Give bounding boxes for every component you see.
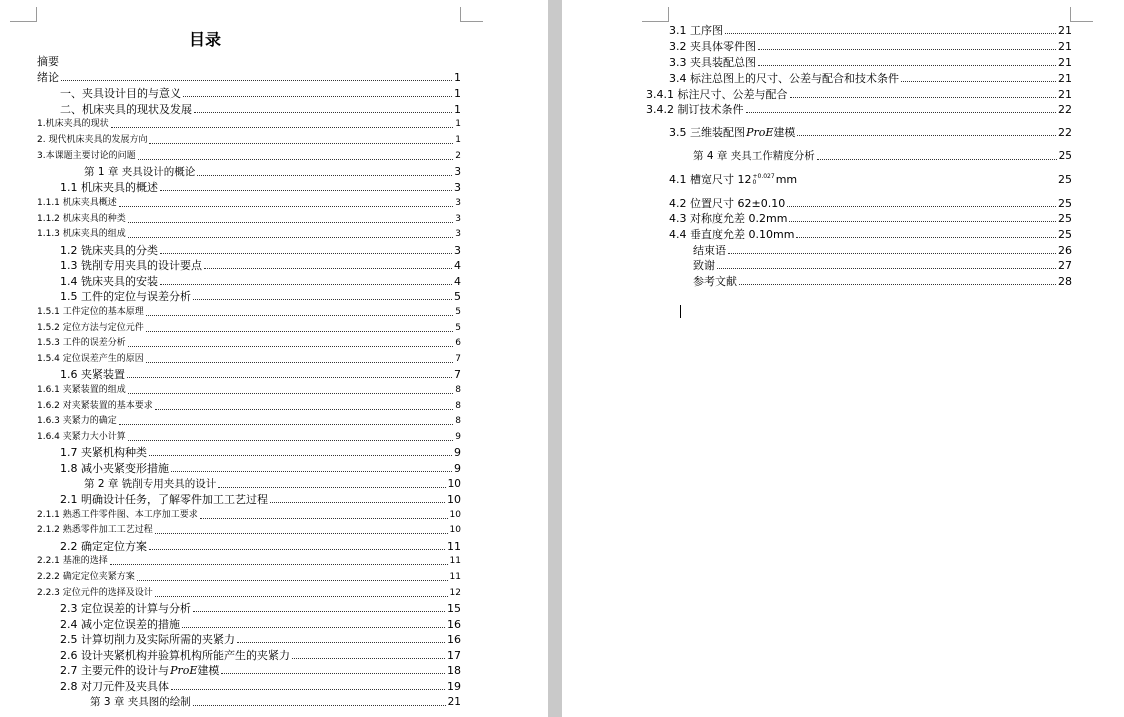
toc-entry[interactable]: 1.1.2 机床夹具的种类 3	[37, 214, 461, 224]
toc-entry[interactable]: 2.3 定位误差的计算与分析 15	[60, 602, 461, 615]
crop-mark-top-right	[1070, 7, 1093, 22]
toc-entry-chapter[interactable]: 第 3 章 夹具图的绘制 21	[90, 696, 461, 708]
page-gap	[548, 0, 562, 717]
toc-entry[interactable]: 3.1 工序图 21	[669, 24, 1072, 37]
toc-entry[interactable]: 2.7 主要元件的设计与 ProE 建模 18	[60, 664, 461, 677]
toc-entry[interactable]: 4.3 对称度允差 0.2mm 25	[669, 212, 1072, 225]
toc-entry[interactable]: 1.5.4 定位误差产生的原因 7	[37, 354, 461, 364]
toc-entry[interactable]: 1.机床夹具的现状 1	[37, 119, 461, 129]
toc-entry[interactable]: 2.1 明确设计任务，了解零件加工工艺过程 10	[60, 493, 461, 506]
toc-entry[interactable]: 1.5.1 工件定位的基本原理 5	[37, 307, 461, 317]
toc-entry[interactable]: 2.2.1 基准的选择 11	[37, 556, 461, 566]
crop-mark-top-left	[642, 7, 669, 22]
toc-entry[interactable]: 3.本课题主要讨论的问题 2	[37, 151, 461, 161]
toc-entry[interactable]: 1.4 铣床夹具的安装 4	[60, 275, 461, 288]
toc-entry-chapter[interactable]: 第 1 章 夹具设计的概论 3	[84, 166, 461, 178]
toc-entry[interactable]: 1.6.2 对夹紧装置的基本要求 8	[37, 401, 461, 411]
toc-entry[interactable]: 1.2 铣床夹具的分类 3	[60, 244, 461, 257]
toc-title: 目录	[188, 30, 221, 49]
toc-entry[interactable]: 2.2 确定定位方案 11	[60, 540, 461, 553]
toc-entry[interactable]: 2.4 减小定位误差的措施 16	[60, 618, 461, 631]
toc-entry[interactable]: 3.2 夹具体零件图 21	[669, 40, 1072, 53]
toc-entry[interactable]: 绪论 1	[37, 71, 461, 84]
toc-entry[interactable]: 2.6 设计夹紧机构并验算机构所能产生的夹紧力 17	[60, 649, 461, 662]
toc-entry[interactable]: 1.5.3 工件的误差分析 6	[37, 338, 461, 348]
toc-entry[interactable]: 1.1 机床夹具的概述 3	[60, 181, 461, 194]
toc-entry[interactable]: 2.8 对刀元件及夹具体 19	[60, 680, 461, 693]
text-cursor	[680, 305, 681, 318]
toc-entry[interactable]: 2.2.3 定位元件的选择及设计 12	[37, 588, 461, 598]
toc-entry[interactable]: 2.1.1 熟悉工件零件图、本工序加工要求 10	[37, 510, 461, 520]
toc-entry[interactable]: 4.1 槽宽尺寸 12 +0.027 0 mm 25	[669, 173, 1072, 186]
toc-entry[interactable]: 1.6.3 夹紧力的确定 8	[37, 416, 461, 426]
toc-entry[interactable]: 2.5 计算切削力及实际所需的夹紧力 16	[60, 633, 461, 646]
toc-entry[interactable]: 1.6 夹紧装置 7	[60, 368, 461, 381]
toc-entry[interactable]: 3.4 标注总图上的尺寸、公差与配合和技术条件 21	[669, 72, 1072, 85]
toc-entry[interactable]: 4.2 位置尺寸 62±0.10 25	[669, 197, 1072, 210]
toc-entry[interactable]: 2.2.2 确定定位夹紧方案 11	[37, 572, 461, 582]
document-page-left	[0, 0, 548, 717]
toc-entry-chapter[interactable]: 第 2 章 铣削专用夹具的设计 10	[84, 478, 461, 490]
toc-entry[interactable]: 一、夹具设计目的与意义 1	[60, 87, 461, 100]
toc-entry-chapter[interactable]: 第 4 章 夹具工作精度分析 25	[693, 150, 1072, 162]
toc-entry[interactable]: 4.4 垂直度允差 0.10mm 25	[669, 228, 1072, 241]
toc-entry[interactable]: 2. 现代机床夹具的发展方向 1	[37, 135, 461, 145]
toc-entry[interactable]: 结束语 26	[693, 244, 1072, 257]
toc-entry[interactable]: 1.3 铣削专用夹具的设计要点 4	[60, 259, 461, 272]
toc-entry[interactable]: 1.1.1 机床夹具概述 3	[37, 198, 461, 208]
toc-entry[interactable]: 3.5 三维装配图 ProE 建模 22	[669, 126, 1072, 139]
toc-entry[interactable]: 1.6.4 夹紧力大小计算 9	[37, 432, 461, 442]
toc-entry[interactable]: 1.5 工件的定位与误差分析 5	[60, 290, 461, 303]
toc-entry[interactable]: 1.5.2 定位方法与定位元件 5	[37, 323, 461, 333]
toc-entry[interactable]: 1.7 夹紧机构种类 9	[60, 446, 461, 459]
toc-entry[interactable]: 1.8 减小夹紧变形措施 9	[60, 462, 461, 475]
toc-entry[interactable]: 1.1.3 机床夹具的组成 3	[37, 229, 461, 239]
crop-mark-top-right	[460, 7, 483, 22]
document-page-right	[562, 0, 1124, 717]
toc-entry[interactable]: 1.6.1 夹紧装置的组成 8	[37, 385, 461, 395]
toc-entry[interactable]: 2.1.2 熟悉零件加工工艺过程 10	[37, 525, 461, 535]
toc-entry[interactable]: 3.4.1 标注尺寸、公差与配合 21	[646, 88, 1072, 101]
toc-entry[interactable]: 3.4.2 制订技术条件 22	[646, 103, 1072, 116]
crop-mark-top-left	[10, 7, 37, 22]
abstract-heading: 摘要	[37, 55, 59, 68]
toc-entry[interactable]: 3.3 夹具装配总图 21	[669, 56, 1072, 69]
toc-entry[interactable]: 致谢 27	[693, 259, 1072, 272]
toc-entry[interactable]: 参考文献 28	[693, 275, 1072, 288]
toc-entry[interactable]: 二、机床夹具的现状及发展 1	[60, 103, 461, 116]
